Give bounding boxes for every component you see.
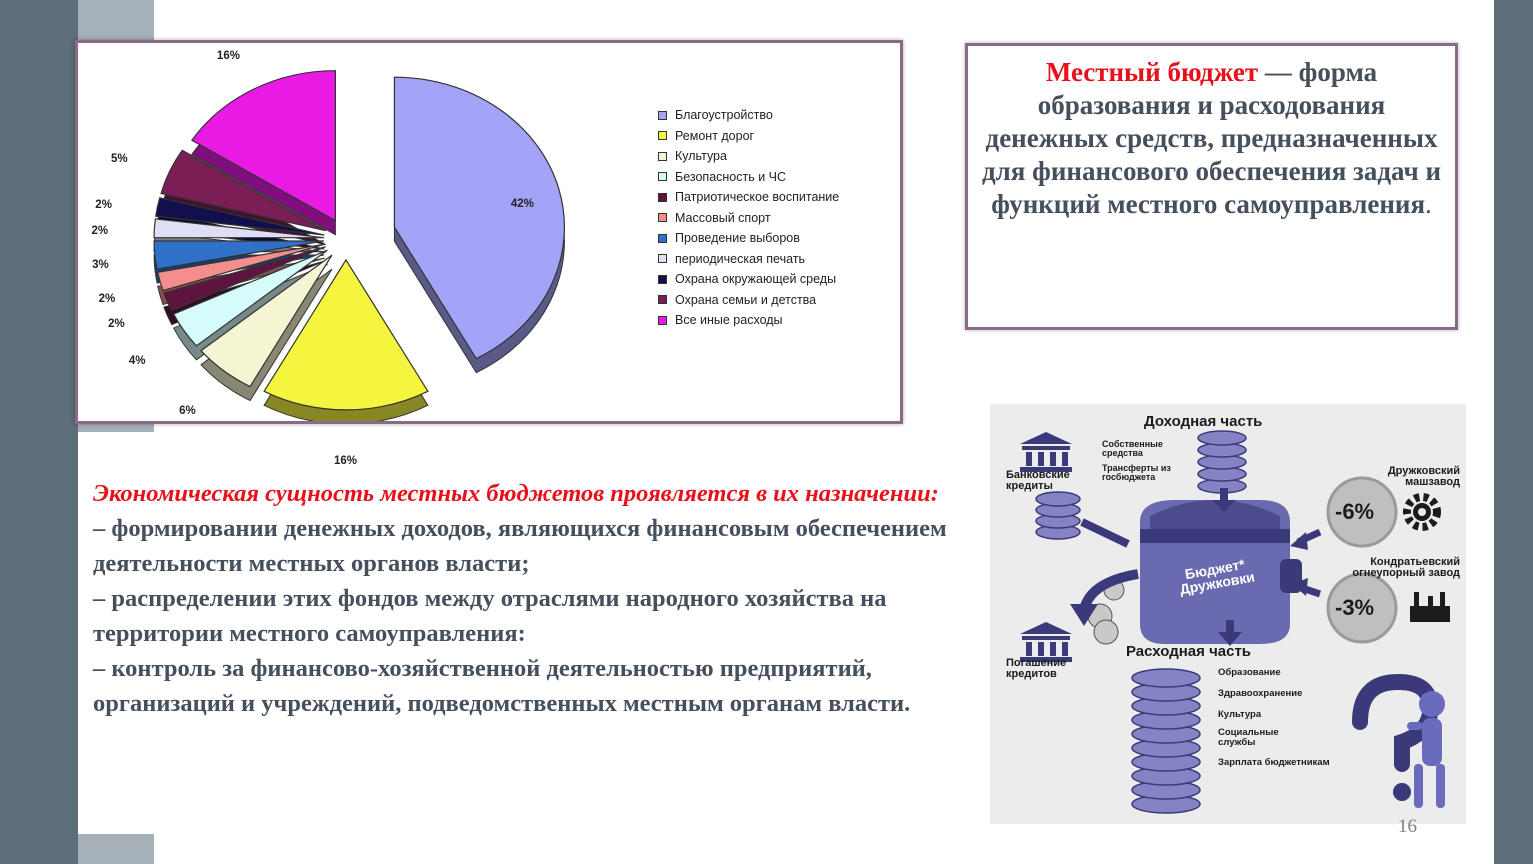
legend-label: Ремонт дорог — [675, 128, 755, 143]
legend-entry — [658, 208, 839, 229]
plant1-value: -6% — [1335, 499, 1375, 524]
budget-infographic — [990, 404, 1466, 824]
pie-data-label: 16% — [216, 49, 240, 62]
bank-credits-label: Банковские кредиты — [1006, 469, 1070, 492]
bank-icon — [1020, 432, 1072, 472]
pie-data-label: 2% — [91, 225, 109, 238]
pie-data-label: 4% — [128, 354, 146, 367]
essence-item: – формировании денежных доходов, являющихся финансовым обеспечением деятельности местных органов власти; — [93, 515, 947, 577]
essence-title: Экономическая сущность местных бюджетов проявляется в их назначении: — [93, 480, 939, 507]
legend-swatch — [658, 295, 667, 304]
coin-stack-icon — [1132, 669, 1200, 813]
plant2-value: -3% — [1335, 595, 1375, 620]
credit-repayment-label: Погашение кредитов — [1006, 657, 1067, 680]
budget-pie-chart — [75, 40, 903, 467]
legend-entry — [658, 249, 839, 270]
essence-section — [93, 476, 983, 721]
legend-label: Проведение выборов — [675, 231, 800, 246]
legend-swatch — [658, 193, 667, 202]
question-mark-dot — [1393, 783, 1411, 801]
legend-entry — [658, 146, 839, 167]
legend-entry — [658, 187, 839, 208]
legend-entry — [658, 228, 839, 249]
legend-entry — [658, 310, 839, 331]
expense-item: Социальные службы — [1218, 727, 1279, 748]
legend-swatch — [658, 152, 667, 161]
arrow-icon — [1290, 532, 1308, 550]
bank-icon — [1020, 622, 1072, 662]
factory-icon — [1410, 592, 1450, 622]
right-decor-strip — [1494, 0, 1533, 864]
expense-title: Расходная часть — [1126, 643, 1252, 660]
legend-swatch — [658, 254, 667, 263]
pie-data-label: 2% — [108, 318, 125, 331]
legend-swatch — [658, 275, 667, 284]
chart-legend — [658, 105, 839, 331]
legend-label: Культура — [675, 149, 727, 164]
legend-label: Безопасность и ЧС — [675, 169, 787, 184]
essence-item: – контроль за финансово-хозяйственной деятельностью предприятий, организаций и учреждений, подведомственных местным органам власти. — [93, 655, 911, 717]
left-decor-block — [78, 424, 154, 432]
expense-item: Культура — [1218, 709, 1262, 720]
page-number: 16 — [1398, 816, 1417, 837]
legend-swatch — [658, 234, 667, 243]
plant1-label: Дружковский машзавод — [1387, 465, 1460, 488]
legend-label: периодическая печать — [675, 251, 805, 266]
legend-swatch — [658, 131, 667, 140]
pie-data-label: 42% — [510, 198, 534, 211]
definition-term: Местный бюджет — [1045, 57, 1259, 87]
arrow-icon — [1226, 620, 1234, 634]
legend-swatch — [658, 213, 667, 222]
definition-text: — форма образования и расходования денежных средств, предназначенных для финансового обеспечения задач и функций местного самоуправления — [982, 57, 1442, 219]
legend-swatch — [658, 316, 667, 325]
definition-end: . — [1425, 189, 1432, 219]
pie-data-label: 16% — [334, 454, 358, 467]
essence-item: – распределении этих фондов между отраслями народного хозяйства на территории местного самоуправления: — [93, 585, 887, 647]
wallet-label: Бюджет* Дружковки — [1178, 555, 1256, 598]
own-funds-label: Собственные средства — [1102, 439, 1163, 458]
legend-label: Охрана окружающей среды — [675, 272, 837, 287]
thinking-person-icon — [1407, 691, 1445, 808]
pie-data-label: 2% — [95, 198, 112, 211]
legend-label: Массовый спорт — [675, 210, 771, 225]
expense-item: Зарплата бюджетникам — [1218, 757, 1330, 768]
legend-label: Благоустройство — [675, 108, 773, 123]
coin-stack-icon — [1036, 492, 1080, 539]
legend-swatch — [658, 111, 667, 120]
legend-entry — [658, 269, 839, 290]
legend-label: Все иные расходы — [675, 313, 783, 328]
gear-icon — [1407, 497, 1437, 527]
pie-data-label: 3% — [92, 259, 109, 272]
legend-swatch — [658, 172, 667, 181]
legend-entry — [658, 167, 839, 188]
expense-item: Здравоохранение — [1218, 688, 1303, 699]
left-decor-strip — [0, 0, 78, 864]
definition-box — [965, 43, 1458, 330]
left-decor-block — [78, 834, 154, 864]
coin-stack-icon — [1198, 431, 1246, 493]
pie-data-label: 6% — [179, 405, 196, 418]
legend-entry — [658, 126, 839, 147]
income-title: Доходная часть — [1144, 413, 1263, 430]
pie-data-label: 5% — [110, 153, 128, 166]
transfers-label: Трансферты из госбюджета — [1102, 463, 1171, 482]
plant2-label: Кондратьевский огнеупорный завод — [1352, 556, 1460, 579]
pie-data-label: 2% — [98, 292, 116, 305]
legend-label: Патриотическое воспитание — [675, 190, 840, 205]
expense-item: Образование — [1218, 667, 1281, 678]
arrow-icon — [1220, 488, 1228, 502]
left-decor-block — [78, 0, 154, 40]
legend-entry — [658, 290, 839, 311]
arrow-icon — [1082, 522, 1128, 544]
legend-label: Охрана семьи и детства — [675, 292, 817, 307]
legend-entry — [658, 105, 839, 126]
